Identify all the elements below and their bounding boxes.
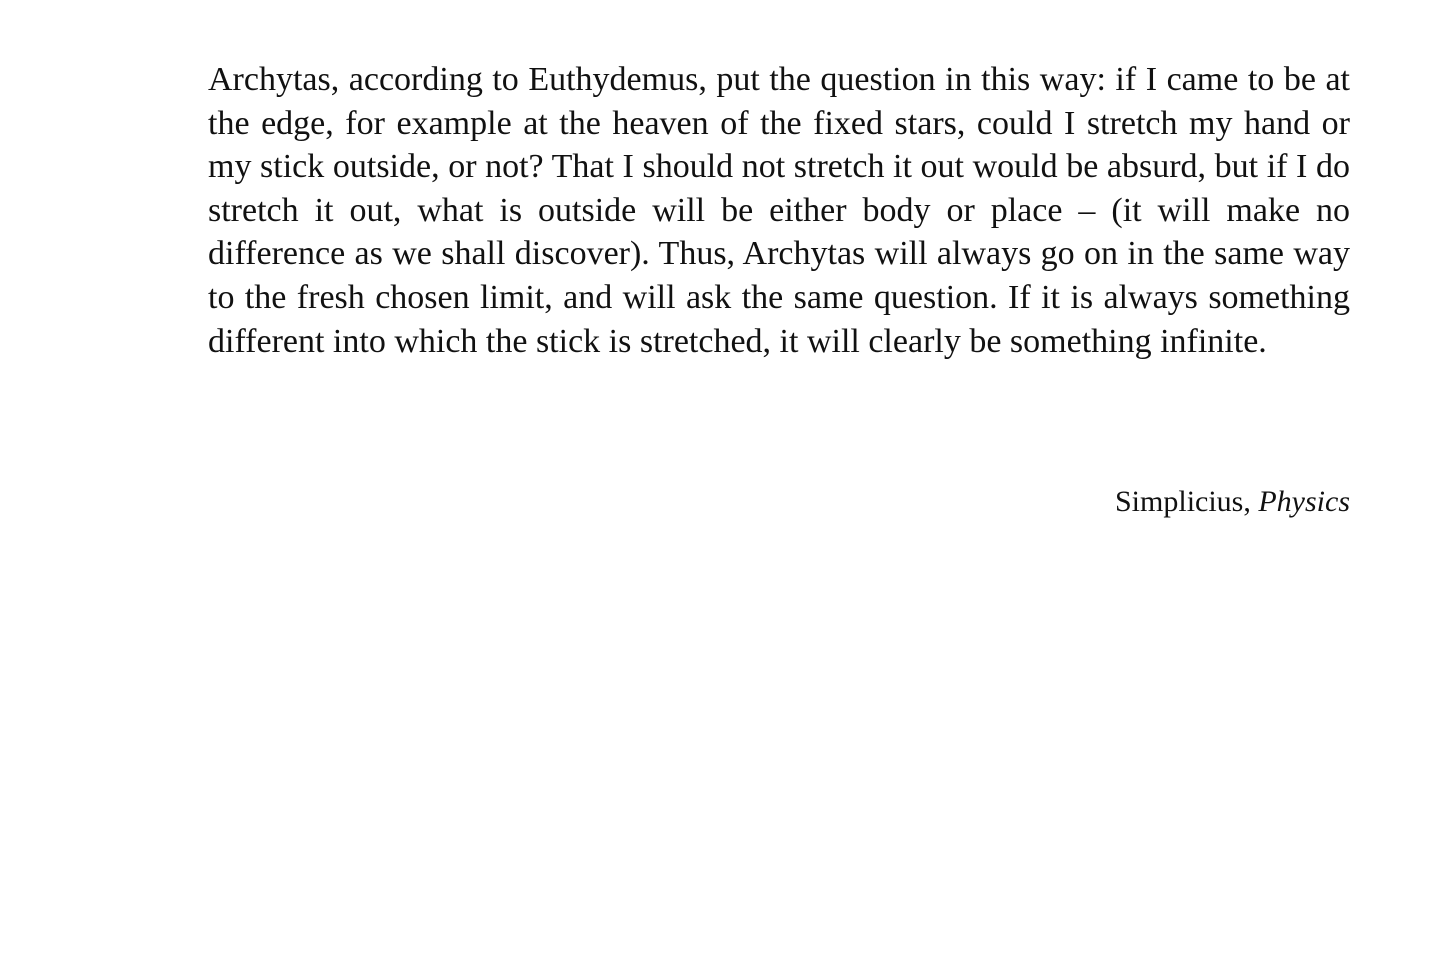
attribution-author: Simplicius,: [1115, 485, 1251, 518]
epigraph-text: Archytas, according to Euthydemus, put the question in this way: if I came to be at the edge, for example at the heaven of the fixed stars, could I stretch my hand or my stick outside, or not? That I should not stretch it out would be absurd, but if I do stretch it out, what is outside will be either body or place – (it will make no difference as we shall discover). Thus, Archytas will always go on in the same way to the fresh chosen limit, and will ask the same question. If it is always something different into which the stick is stretched, it will clearly be something infinite.: [208, 61, 1350, 360]
attribution-work-title: Physics: [1258, 485, 1350, 518]
epigraph-attribution: [700, 482, 1350, 522]
